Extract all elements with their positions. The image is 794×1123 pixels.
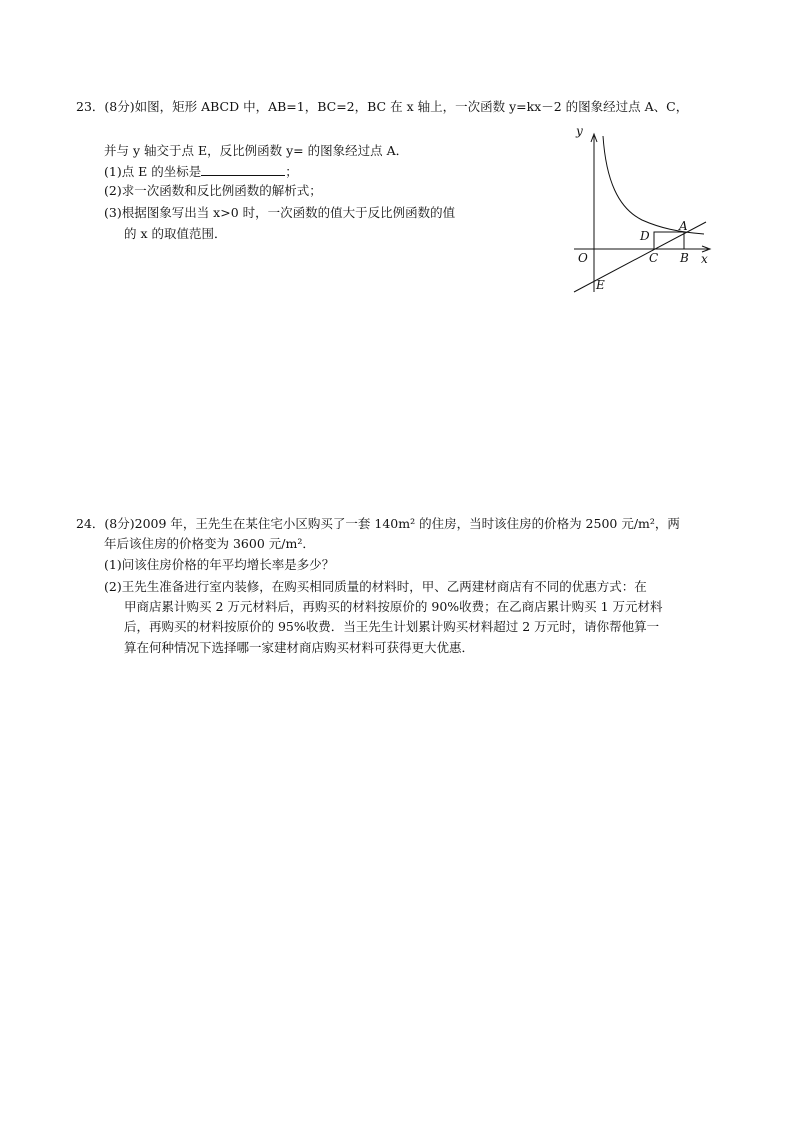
q23-sub1-suffix: ；: [285, 164, 298, 179]
label-e: E: [596, 278, 605, 292]
q23-sub-question-2: (2)求一次函数和反比例函数的解析式；: [104, 183, 322, 198]
q24-sub-question-1: (1)问该住房价格的年平均增长率是多少？: [104, 557, 335, 572]
q24-stem-line-1: 24．(8分)2009 年，王先生在某住宅小区购买了一套 140m² 的住房，当时该住房的价格为 2500 元/m²，两: [76, 516, 680, 531]
hyperbola-curve: [603, 136, 704, 234]
label-b: B: [680, 251, 689, 265]
q24-sub-question-2-line-4: 算在何种情况下选择哪一家建材商店购买材料可获得更大优惠．: [124, 640, 475, 655]
q24-sub-question-2-line-3: 后，再购买的材料按原价的 95%收费．当王先生计划累计购买材料超过 2 万元时，请你帮他算一: [124, 619, 660, 634]
label-a: A: [679, 219, 688, 233]
q24-sub-question-2-line-2: 甲商店累计购买 2 万元材料后，再购买的材料按原价的 90%收费；在乙商店累计购买 1 万元材料: [124, 599, 663, 614]
q23-sub-question-3-line-2: 的 x 的取值范围．: [124, 226, 227, 241]
label-o: O: [578, 251, 588, 265]
q24-sub-question-2-line-1: (2)王先生准备进行室内装修，在购买相同质量的材料时，甲、乙两建材商店有不同的优惠方式：在: [104, 579, 647, 594]
q24-stem-line-2: 年后该住房的价格变为 3600 元/m²．: [104, 536, 315, 551]
q23-sub1-text: (1)点 E 的坐标是: [104, 164, 202, 179]
q23-sub-question-3-line-1: (3)根据图象写出当 x>0 时，一次函数的值大于反比例函数的值: [104, 205, 456, 220]
label-x: x: [701, 252, 708, 266]
q23-sub-question-1: [104, 162, 298, 181]
q23-stem-line-2: 并与 y 轴交于点 E，反比例函数 y= 的图象经过点 A．: [104, 143, 409, 158]
answer-blank[interactable]: [201, 162, 285, 176]
q23-stem-line-1: 23．(8分)如图，矩形 ABCD 中，AB=1，BC=2，BC 在 x 轴上，一次函数 y=kx－2 的图象经过点 A、C，: [76, 99, 689, 114]
rectangle-abcd: [654, 232, 684, 249]
q23-coordinate-figure: [566, 120, 716, 296]
label-y: y: [576, 124, 583, 138]
label-c: C: [649, 251, 659, 265]
label-d: D: [640, 229, 650, 243]
